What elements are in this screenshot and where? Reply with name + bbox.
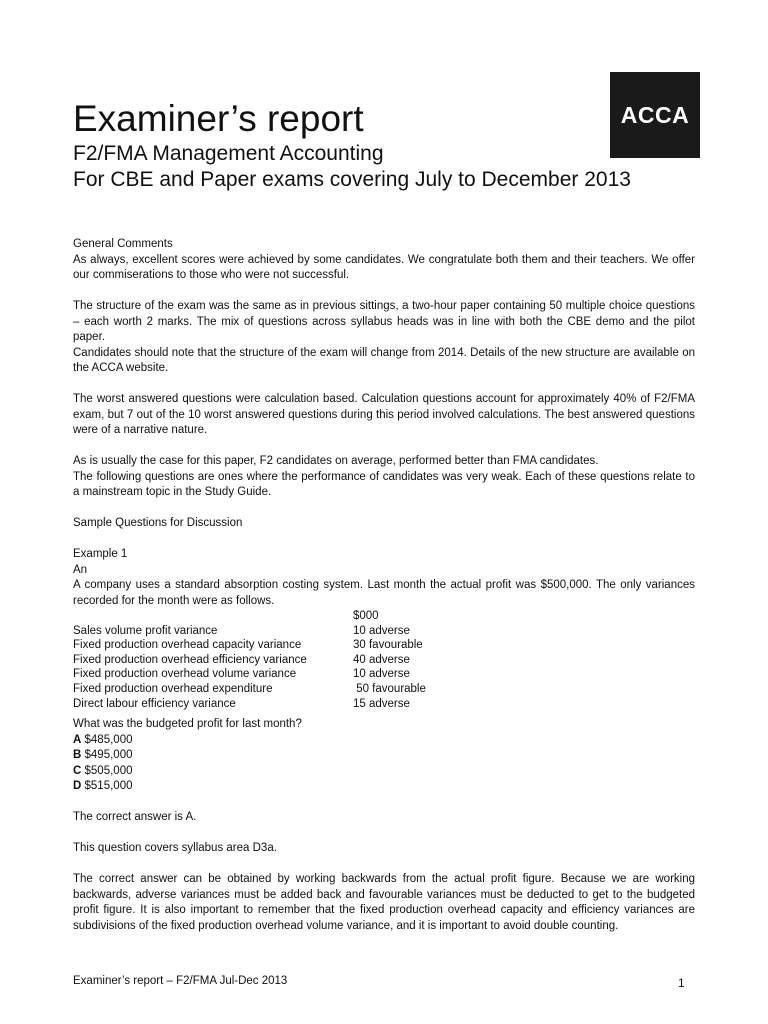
paragraph: The following questions are ones where the performance of candidates was very weak. Each of these questions relate to a mainstream topic in the Study Guide. [73,470,695,498]
variance-value: 10 adverse [353,624,410,637]
paragraph: As is usually the case for this paper, F2 candidates on average, performed better than FMA candidates. [73,455,599,467]
table-row [73,624,426,639]
paragraph: Candidates should note that the structure of the exam will change from 2014. Details of the new structure are available on the ACCA website. [73,346,695,374]
logo-text: ACCA [620,101,690,128]
answer-option [73,779,695,795]
variance-label: Fixed production overhead efficiency variance [73,653,307,666]
variance-label: Direct labour efficiency variance [73,697,236,710]
table-row [73,653,426,668]
answer-option [73,748,695,764]
option-text: $505,000 [84,764,133,777]
option-text: $495,000 [84,749,133,762]
variance-label: Sales volume profit variance [73,624,218,637]
page-number: 1 [678,976,685,990]
table-row [73,667,426,682]
paragraph: As always, excellent scores were achieved by some candidates. We congratulate both them and their teachers. We offer our commiserations to those who were not successful. [73,253,695,281]
acca-logo [610,72,700,158]
page-subtitle: F2/FMA Management Accounting [73,142,384,165]
variance-label: Fixed production overhead expenditure [73,682,273,695]
question-intro: A company uses a standard absorption costing system. Last month the actual profit was $500,000. The only variances recorded for the month were as follows. [73,579,695,607]
correct-answer: The correct answer is A. [73,811,197,824]
option-text: $485,000 [84,733,133,746]
option-letter: C [73,764,82,777]
option-letter: D [73,780,82,793]
answer-explanation: The correct answer can be obtained by working backwards from the actual profit figure. Because we are working backwards, adverse variances must be added back and favourable variances must be deducted to get to the budgeted profit figure. It is also important to remember that the fixed production overhead capacity and efficiency variances are subdivisions of the fixed production overhead volume variance, and it is important to avoid double counting. [73,873,695,932]
syllabus-area: This question covers syllabus area D3a. [73,842,277,855]
table-row [73,682,426,697]
option-letter: A [73,733,82,746]
sample-questions-heading: Sample Questions for Discussion [73,517,243,529]
variance-value: 10 adverse [353,668,410,681]
answer-option [73,764,695,780]
variance-value: 40 adverse [353,653,410,666]
table-header-row [73,609,426,624]
paragraph: The structure of the exam was the same as in previous sittings, a two-hour paper containing 50 multiple choice questions – each worth 2 marks. The mix of questions across syllabus heads was in line with both the CBE demo and the pilot paper. [73,300,695,343]
stray-text: An [73,563,88,576]
option-letter: B [73,749,82,762]
page-subtitle-period: For CBE and Paper exams covering July to December 2013 [73,168,631,191]
general-comments-heading: General Comments [73,238,173,250]
paragraph: The worst answered questions were calculation based. Calculation questions account for approximately 40% of F2/FMA exam, but 7 out of the 10 worst answered questions during this period involved calculations. The best answered questions were of a narrative nature. [73,393,695,436]
variance-value: 15 adverse [353,697,410,710]
variance-table [73,609,426,711]
variance-label: Fixed production overhead capacity variance [73,639,302,652]
table-row [73,697,426,712]
question-text: What was the budgeted profit for last month? [73,718,302,731]
option-text: $515,000 [84,780,133,793]
answer-option [73,733,695,749]
variance-value: 30 favourable [353,639,423,652]
page-footer: Examiner’s report – F2/FMA Jul-Dec 2013 [73,975,288,987]
page-title: Examiner’s report [73,98,364,139]
variance-label: Fixed production overhead volume variance [73,668,297,681]
variance-value: 50 favourable [353,682,426,695]
example-title: Example 1 [73,548,128,560]
table-row [73,638,426,653]
report-body [73,237,695,934]
unit-label: $000 [353,610,379,622]
